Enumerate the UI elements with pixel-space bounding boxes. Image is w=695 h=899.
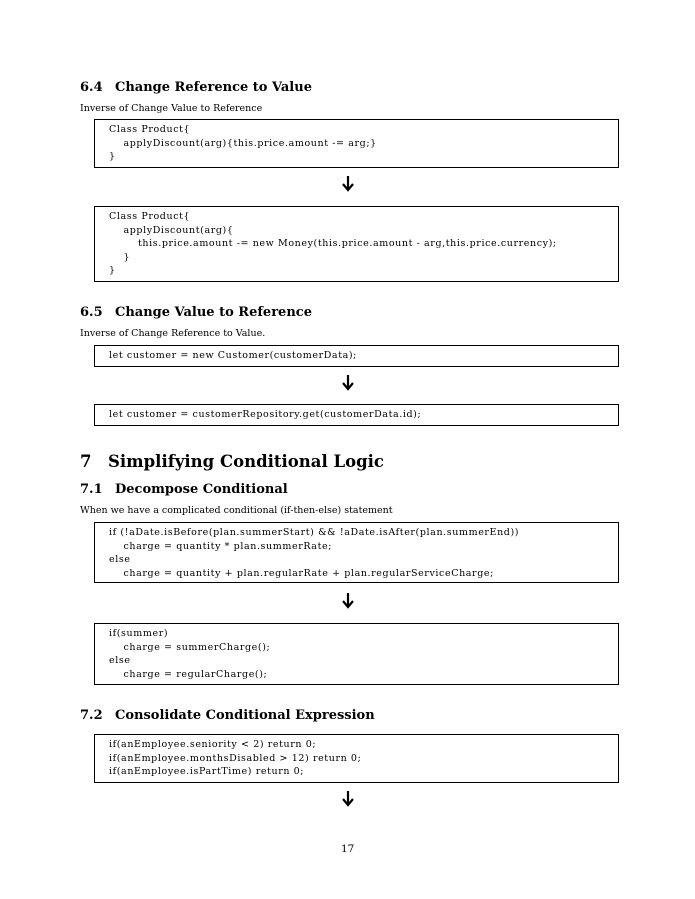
section-heading-7-2 [80, 708, 375, 723]
code-text: if (!aDate.isBefore(plan.summerStart) && !aDate.isAfter(plan.summerEnd)) charge = quantity * plan.summerRate; else charge = quantity + plan.regularRate + plan.regularServiceCharge; [109, 527, 520, 579]
section-title: Change Value to Reference [115, 305, 312, 320]
chapter-number: 7 [80, 452, 92, 471]
code-block-before [94, 522, 619, 583]
section-description: When we have a complicated conditional (if-then-else) statement [80, 505, 393, 516]
code-text: if(summer) charge = summerCharge(); else charge = regularCharge(); [109, 628, 271, 680]
section-number: 6.5 [80, 305, 103, 320]
down-arrow-icon [340, 592, 356, 610]
section-title: Decompose Conditional [115, 482, 288, 497]
down-arrow-icon [340, 374, 356, 392]
code-block-before [94, 119, 619, 168]
code-block-after [94, 206, 619, 282]
page-number: 17 [341, 843, 355, 855]
chapter-title: Simplifying Conditional Logic [108, 452, 384, 471]
section-number: 7.1 [80, 482, 103, 497]
code-text: let customer = customerRepository.get(customerData.id); [109, 409, 422, 420]
code-text: if(anEmployee.seniority < 2) return 0; if(anEmployee.monthsDisabled > 12) return 0; if(anEmployee.isPartTime) return 0; [109, 739, 362, 777]
section-heading-7-1 [80, 482, 288, 497]
code-block-after [94, 404, 619, 426]
section-number: 6.4 [80, 80, 103, 95]
section-heading-6-4 [80, 80, 312, 95]
code-text: Class Product{ applyDiscount(arg){ this.price.amount -= new Money(this.price.amount - arg,this.price.currency); } } [109, 211, 557, 276]
section-title: Consolidate Conditional Expression [115, 708, 375, 723]
code-block-before [94, 345, 619, 367]
code-block-before [94, 734, 619, 783]
down-arrow-icon [340, 175, 356, 193]
section-description: Inverse of Change Value to Reference [80, 103, 263, 114]
section-title: Change Reference to Value [115, 80, 312, 95]
code-block-after [94, 623, 619, 685]
code-text: let customer = new Customer(customerData); [109, 350, 357, 361]
section-heading-6-5 [80, 305, 312, 320]
section-description: Inverse of Change Reference to Value. [80, 328, 266, 339]
section-number: 7.2 [80, 708, 103, 723]
chapter-heading-7 [80, 452, 384, 471]
code-text: Class Product{ applyDiscount(arg){this.price.amount -= arg;} } [109, 124, 377, 162]
down-arrow-icon [340, 790, 356, 808]
